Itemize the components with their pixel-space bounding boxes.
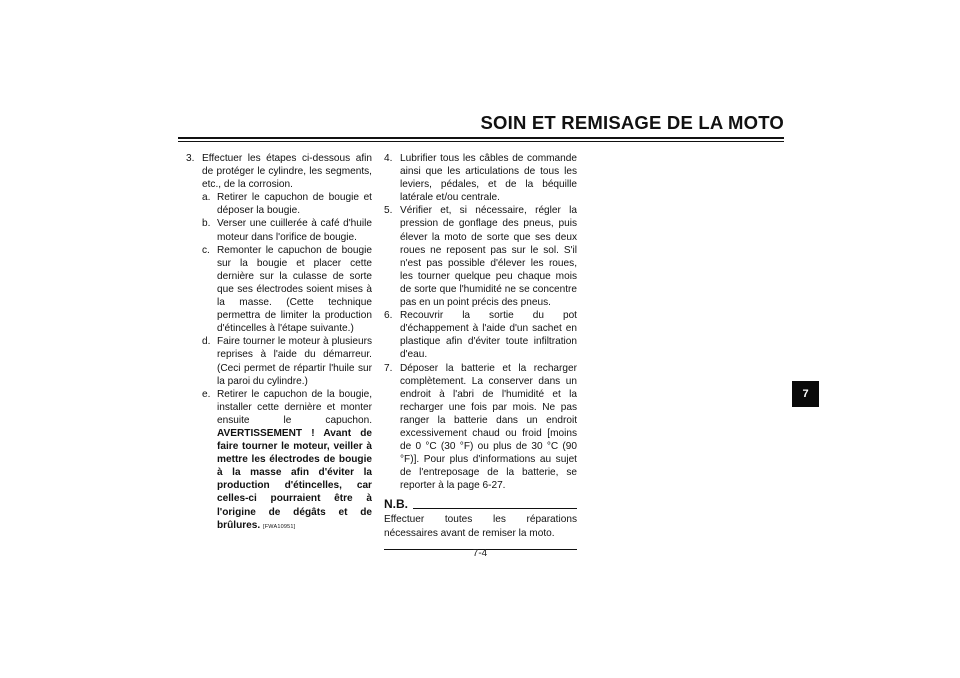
warning-text: AVERTISSEMENT ! Avant de faire tourner le moteur, veiller à mettre les électrodes de bougie à la masse afin d'éviter la production d'étincelles, car celles-ci pourraient être à l'origine de dégâts et de brûlures. [217, 427, 372, 531]
page-number: 7-4 [472, 548, 488, 559]
sub-item-d [202, 335, 372, 387]
sub-item-b [202, 217, 372, 243]
note-top-rule [413, 508, 577, 509]
sub-item-a [202, 191, 372, 217]
list-item-4 [384, 152, 577, 204]
sub-item-text: Faire tourner le moteur à plusieurs reprises à l'aide du démarreur. (Ceci permet de répartir l'huile sur la paroi du cylindre.) [217, 336, 372, 387]
item-text: Lubrifier tous les câbles de commande ainsi que les articulations de tous les leviers, pédales, et de la béquille latérale et/ou centrale. [400, 153, 577, 204]
item-number: 5. [384, 205, 393, 217]
sub-item-e [202, 388, 372, 534]
page-title: SOIN ET REMISAGE DE LA MOTO [480, 112, 784, 133]
sub-item-text: Retirer le capuchon de la bougie, installer cette dernière et monter ensuite le capuchon. [217, 388, 372, 426]
sub-item-letter: c. [202, 244, 210, 256]
item-text: Vérifier et, si nécessaire, régler la pression de gonflage des pneus, puis élever la moto de sorte que ses deux roues ne reposent pas sur le sol. S'il n'est pas possible d'élever les roues, les tourner quelque peu chaque mois de sorte que l'humidité ne se concentre pas en un point précis des pneus. [400, 205, 577, 309]
sub-item-letter: d. [202, 336, 211, 348]
sub-item-letter: b. [202, 218, 211, 230]
sub-item-text: Verser une cuillerée à café d'huile moteur dans l'orifice de bougie. [217, 218, 372, 243]
chapter-tab: 7 [792, 381, 819, 407]
list-item-3 [186, 152, 372, 191]
sub-item-text: Remonter le capuchon de bougie sur la bougie et placer cette dernière sur la culasse de sorte que ses électrodes soient mises à la masse. (Cette technique permettra de limiter la production d'étincelles à l'étape suivante.) [217, 244, 372, 335]
sub-item-letter: a. [202, 192, 211, 204]
left-column [186, 152, 372, 534]
note-box [384, 498, 577, 549]
list-item-7 [384, 362, 577, 493]
item-number: 7. [384, 362, 393, 374]
item-number: 4. [384, 153, 393, 164]
note-header [384, 498, 577, 511]
sub-item-letter: e. [202, 388, 211, 400]
list-item-5 [384, 204, 577, 309]
header-rule-thin [178, 141, 784, 142]
item-text: Recouvrir la sortie du pot d'échappement à l'aide d'un sachet en plastique afin d'éviter toute infiltration d'eau. [400, 310, 577, 361]
item-text: Effectuer les étapes ci-dessous afin de protéger le cylindre, les segments, etc., de la corrosion. [202, 153, 372, 191]
header-rule-thick [178, 137, 784, 139]
right-column [384, 152, 577, 550]
item-text: Déposer la batterie et la recharger complètement. La conserver dans un endroit à l'abri de l'humidité et la recharger une fois par mois. Ne pas ranger la batterie dans un endroit excessivement chaud ou froid [moins de 0 °C (30 °F) ou plus de 30 °C (90 °F)]. Pour plus d'informations au sujet de l'entreposage de la batterie, se reporter à la page 6-27. [400, 362, 577, 492]
item-number: 3. [186, 153, 195, 164]
note-text: Effectuer toutes les réparations nécessaires avant de remiser la moto. [384, 514, 577, 539]
sub-item-c [202, 244, 372, 336]
sub-item-text: Retirer le capuchon de bougie et déposer la bougie. [217, 192, 372, 217]
item-number: 6. [384, 310, 393, 322]
warning-code: [FWA10951] [263, 523, 296, 530]
note-label: N.B. [384, 497, 408, 512]
list-item-6 [384, 309, 577, 361]
